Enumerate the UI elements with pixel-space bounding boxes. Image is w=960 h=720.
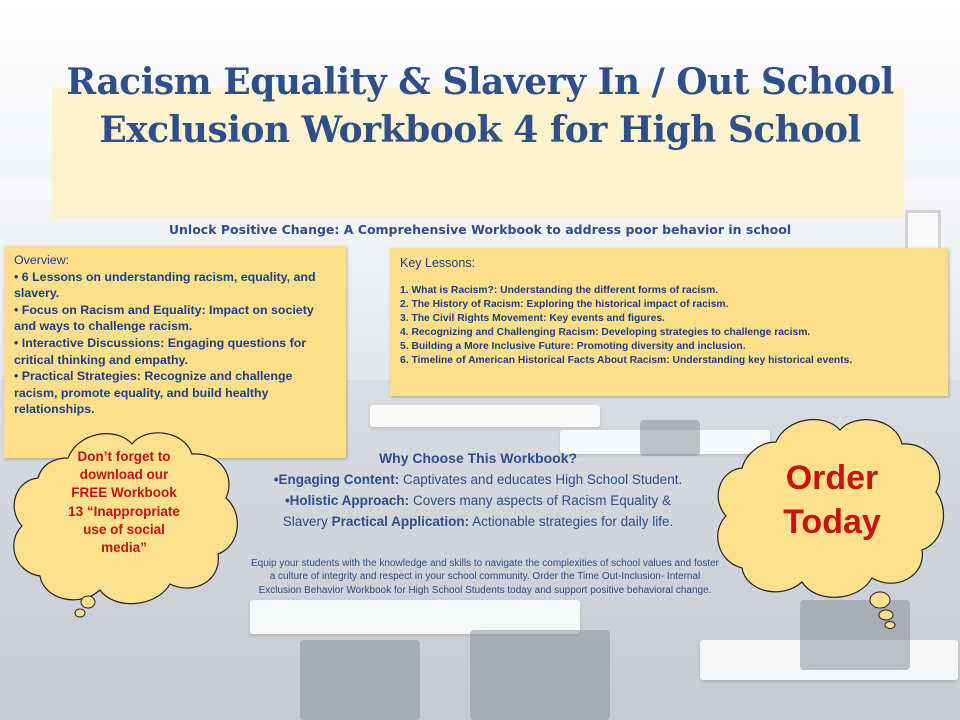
subtitle: Unlock Positive Change: A Comprehensive Workbook to address poor behavior in school [168, 222, 792, 237]
holistic-label: •Holistic Approach: [284, 493, 410, 508]
lesson-item: 5. Building a More Inclusive Future: Promoting diversity and inclusion. [400, 341, 746, 352]
page-title: Racism Equality & Slavery In / Out School Exclusion Workbook 4 for High School [66, 61, 894, 151]
equip-paragraph: Equip your students with the knowledge and skills to navigate the complexities of school values and foster a culture of integrity and respect in your school community. Order the Time Out-Inclusion- Internal Exclusion Behavior Workbook for High School Students today and support positive behavioral change. [250, 558, 720, 596]
chair [300, 640, 420, 720]
desk [370, 405, 600, 427]
cloud-line: FREE Workbook [71, 485, 177, 501]
engaging-label: •Engaging Content: [273, 472, 400, 487]
cloud-line: use of social [83, 521, 165, 537]
lesson-item: 6. Timeline of American Historical Facts About Racism: Understanding key historical events. [400, 355, 853, 366]
why-line-practical [230, 511, 726, 532]
order-line: Order [785, 459, 879, 497]
cloud-line: download our [79, 467, 169, 483]
why-line-holistic [230, 490, 726, 511]
cloud-line: 13 “Inappropriate [68, 503, 180, 519]
lesson-item: 2. The History of Racism: Exploring the historical impact of racism. [400, 299, 729, 310]
lesson-item: 3. The Civil Rights Movement: Key events and figures. [400, 313, 665, 324]
order-line: Today [783, 503, 881, 541]
key-lessons-box [390, 248, 948, 396]
key-lessons-heading: Key Lessons: [400, 256, 476, 270]
why-heading: Why Choose This Workbook? [378, 450, 578, 466]
why-line-engaging [230, 469, 726, 490]
why-choose-section [230, 448, 726, 532]
engaging-text: Captivates and educates High School Student. [399, 472, 683, 487]
lesson-item: 4. Recognizing and Challenging Racism: Developing strategies to challenge racism. [400, 327, 811, 338]
overview-item: • Practical Strategies: Recognize and challenge racism, promote equality, and build healthy relationships. [14, 369, 293, 417]
free-workbook-text[interactable] [40, 448, 208, 557]
lesson-item: 1. What is Racism?: Understanding the different forms of racism. [400, 285, 719, 296]
overview-heading: Overview: [14, 253, 70, 267]
overview-item: • Interactive Discussions: Engaging questions for critical thinking and empathy. [14, 335, 307, 367]
slavery-text: Slavery [282, 514, 332, 529]
holistic-text: Covers many aspects of Racism Equality & [409, 493, 672, 508]
wall-frame [905, 210, 941, 252]
cloud-line: media” [101, 540, 147, 556]
practical-text: Actionable strategies for daily life. [469, 514, 674, 529]
overview-item: • Focus on Racism and Equality: Impact on society and ways to challenge racism. [14, 302, 314, 334]
desk [250, 600, 580, 634]
overview-item: • 6 Lessons on understanding racism, equality, and slavery. [14, 269, 316, 301]
practical-label: Practical Application: [331, 514, 470, 529]
order-today-button[interactable] [752, 456, 912, 544]
chair [470, 630, 610, 720]
cloud-line: Don’t forget to [77, 449, 171, 464]
